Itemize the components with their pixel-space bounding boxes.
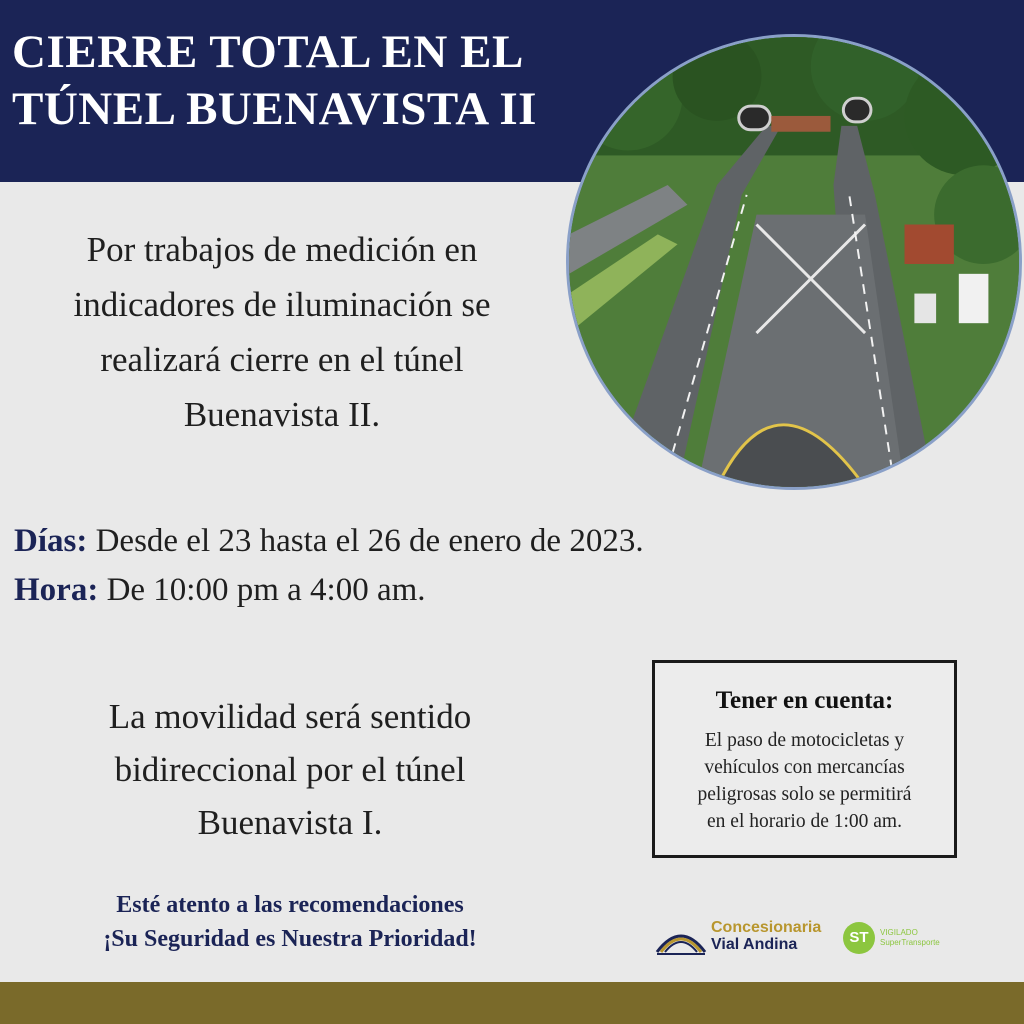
footer-line-1: Esté atento a las recomendaciones — [116, 892, 464, 918]
cva-swoosh-icon — [655, 918, 707, 958]
st-logo-text — [880, 928, 940, 948]
note-line-3: peligrosas solo se permitirá — [697, 784, 912, 805]
note-title: Tener en cuenta: — [715, 687, 894, 714]
st-line-2: SuperTransporte — [880, 938, 940, 947]
mobility-line-2: bidireccional por el túnel — [114, 750, 466, 789]
mobility-paragraph — [30, 690, 550, 849]
st-badge-icon: ST — [843, 922, 875, 954]
days-value: Desde el 23 hasta el 26 de enero de 2023. — [87, 523, 644, 559]
footer-line-2: ¡Su Seguridad es Nuestra Prioridad! — [103, 926, 477, 952]
hour-label: Hora: — [14, 572, 99, 608]
mobility-line-3: Buenavista I. — [197, 803, 383, 842]
tunnel-photo — [566, 34, 1022, 490]
cva-line-1: Concesionaria — [711, 919, 822, 936]
days-row — [14, 517, 914, 566]
page-title — [12, 24, 602, 138]
hour-row — [14, 566, 914, 615]
bottom-bar — [0, 982, 1024, 1024]
days-label: Días: — [14, 523, 88, 559]
intro-line-3: realizará cierre en el túnel — [100, 340, 464, 379]
cva-line-2: Vial Andina — [711, 936, 798, 953]
note-line-1: El paso de motocicletas y — [704, 730, 905, 751]
note-line-4: en el horario de 1:00 am. — [707, 811, 902, 832]
mobility-line-1: La movilidad será sentido — [108, 697, 472, 736]
note-line-2: vehículos con mercancías — [704, 757, 905, 778]
tunnel-aerial-illustration — [569, 37, 1019, 487]
st-line-1: VIGILADO — [880, 928, 918, 937]
note-box — [652, 660, 957, 858]
intro-line-2: indicadores de iluminación se — [73, 285, 491, 324]
hour-value: De 10:00 pm a 4:00 am. — [98, 572, 426, 608]
concesionaria-vial-andina-logo — [655, 916, 835, 962]
title-line-2: TÚNEL BUENAVISTA II — [12, 83, 537, 135]
title-line-1: CIERRE TOTAL EN EL — [12, 26, 524, 78]
intro-paragraph — [8, 222, 556, 442]
intro-line-4: Buenavista II. — [183, 395, 381, 434]
footer-message — [30, 888, 550, 956]
intro-line-1: Por trabajos de medición en — [86, 230, 478, 269]
supertransporte-logo — [843, 920, 963, 956]
cva-logo-text — [711, 919, 821, 953]
note-body — [655, 727, 954, 835]
schedule-block — [14, 517, 914, 615]
